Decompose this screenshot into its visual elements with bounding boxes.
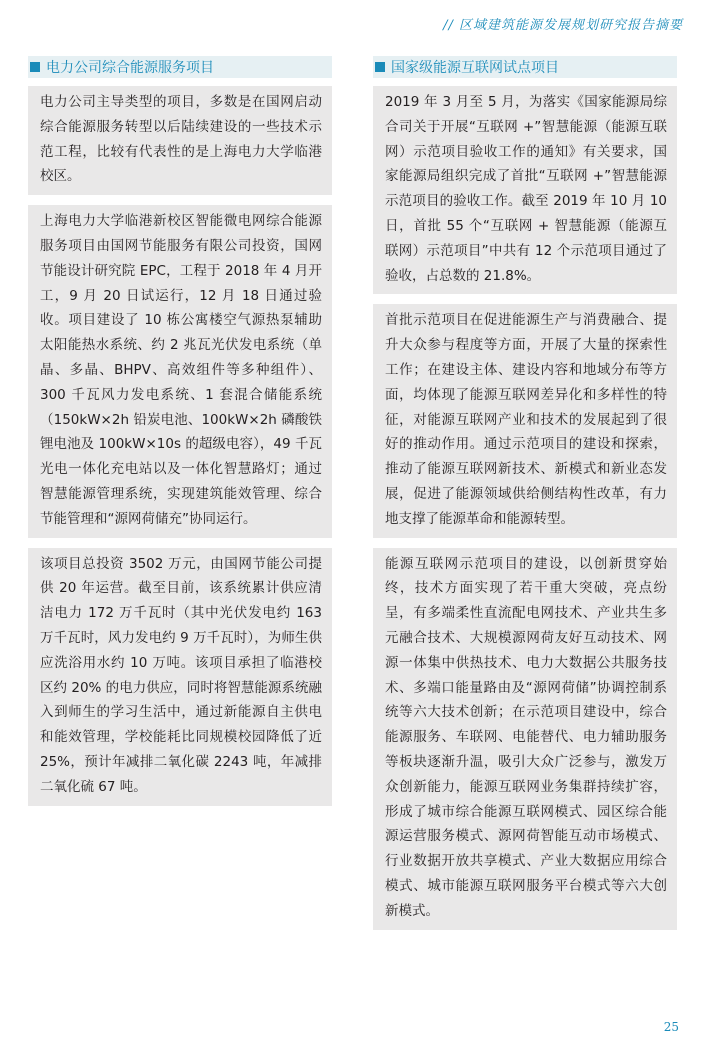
paragraph: 上海电力大学临港新校区智能微电网综合能源服务项目由国网节能服务有限公司投资，国网节能设计研究院 EPC，工程于 2018 年 4 月开工，9 月 20 日试运行，12 月 18 日通过验收。项目建设了 10 栋公寓楼空气源热泵辅助太阳能热水系统、约 2 兆瓦光伏发电系统（单晶、多晶、BHPV、高效组件等多种组件）、300 千瓦风力发电系统、1 套混合储能系统（150kW×2h 铅炭电池、100kW×2h 磷酸铁锂电池及 100kW×10s 的超级电容），49 千瓦光电一体化充电站以及一体化智慧路灯；通过智慧能源管理系统，实现建筑能效管理、综合节能管理和“源网荷储充”协同运行。 bbox=[40, 213, 322, 527]
paragraph-block bbox=[373, 548, 677, 930]
paragraph-block bbox=[373, 304, 677, 537]
section-heading-right bbox=[373, 56, 677, 78]
paragraph: 首批示范项目在促进能源生产与消费融合、提升大众参与程度等方面，开展了大量的探索性工作；在建设主体、建设内容和地域分布等方面，均体现了能源互联网差异化和多样性的特征，对能源互联网产业和技术的发展起到了很好的推动作用。通过示范项目的建设和探索，推动了能源互联网新技术、新模式和新业态发展，促进了能源领域供给侧结构性改革，有力地支撑了能源革命和能源转型。 bbox=[385, 312, 667, 527]
square-bullet-icon bbox=[375, 62, 385, 72]
paragraph: 该项目总投资 3502 万元，由国网节能公司提供 20 年运营。截至目前，该系统累计供应清洁电力 172 万千瓦时（其中光伏发电约 163 万千瓦时，风力发电约 9 万千瓦时），为师生供应洗浴用水约 10 万吨。该项目承担了临港校区约 20% 的电力供应，同时将智慧能源系统融入到师生的学习生活中，通过新能源自主供电和能效管理，学校能耗比同规模校园降低了近 25%，预计年减排二氧化碳 2243 吨，年减排二氧化硫 67 吨。 bbox=[40, 555, 322, 795]
left-column bbox=[28, 56, 332, 816]
paragraph: 电力公司主导类型的项目，多数是在国网启动综合能源服务转型以后陆续建设的一些技术示范工程，比较有代表性的是上海电力大学临港校区。 bbox=[40, 94, 322, 185]
paragraph-block bbox=[28, 548, 332, 806]
page-number: 25 bbox=[663, 1020, 679, 1034]
paragraph: 2019 年 3 月至 5 月，为落实《国家能源局综合司关于开展“互联网 +”智慧能源（能源互联网）示范项目验收工作的通知》有关要求，国家能源局组织完成了首批“互联网 +”智慧能源示范项目的验收工作。截至 2019 年 10 月 10 日，首批 55 个“互联网 + 智慧能源（能源互联网）示范项目”中共有 12 个示范项目通过了验收，占总数的 21.8%。 bbox=[385, 94, 667, 284]
section-title: 国家级能源互联网试点项目 bbox=[391, 60, 559, 76]
paragraph-block bbox=[373, 86, 677, 294]
paragraph-block bbox=[28, 205, 332, 537]
paragraph-block bbox=[28, 86, 332, 195]
paragraph: 能源互联网示范项目的建设，以创新贯穿始终，技术方面实现了若干重大突破，亮点纷呈，有多端柔性直流配电网技术、产业共生多元融合技术、大规模源网荷友好互动技术、网源一体集中供热技术、电力大数据公共服务技术、多端口能量路由及“源网荷储”协调控制系统等六大技术创新；在示范项目建设中，综合能源服务、车联网、电能替代、电力辅助服务等板块逐渐升温，吸引大众广泛参与，激发万众创新能力，能源互联网业务集群持续扩容，形成了城市综合能源互联网模式、园区综合能源运营服务模式、源网荷智能互动市场模式、行业数据开放共享模式、产业大数据应用综合模式、城市能源互联网服务平台模式等六大创新模式。 bbox=[385, 555, 667, 919]
section-title: 电力公司综合能源服务项目 bbox=[46, 60, 214, 76]
section-heading-left bbox=[28, 56, 332, 78]
square-bullet-icon bbox=[30, 62, 40, 72]
running-header: // 区域建筑能源发展规划研究报告摘要 bbox=[443, 18, 683, 33]
right-column bbox=[373, 56, 677, 940]
